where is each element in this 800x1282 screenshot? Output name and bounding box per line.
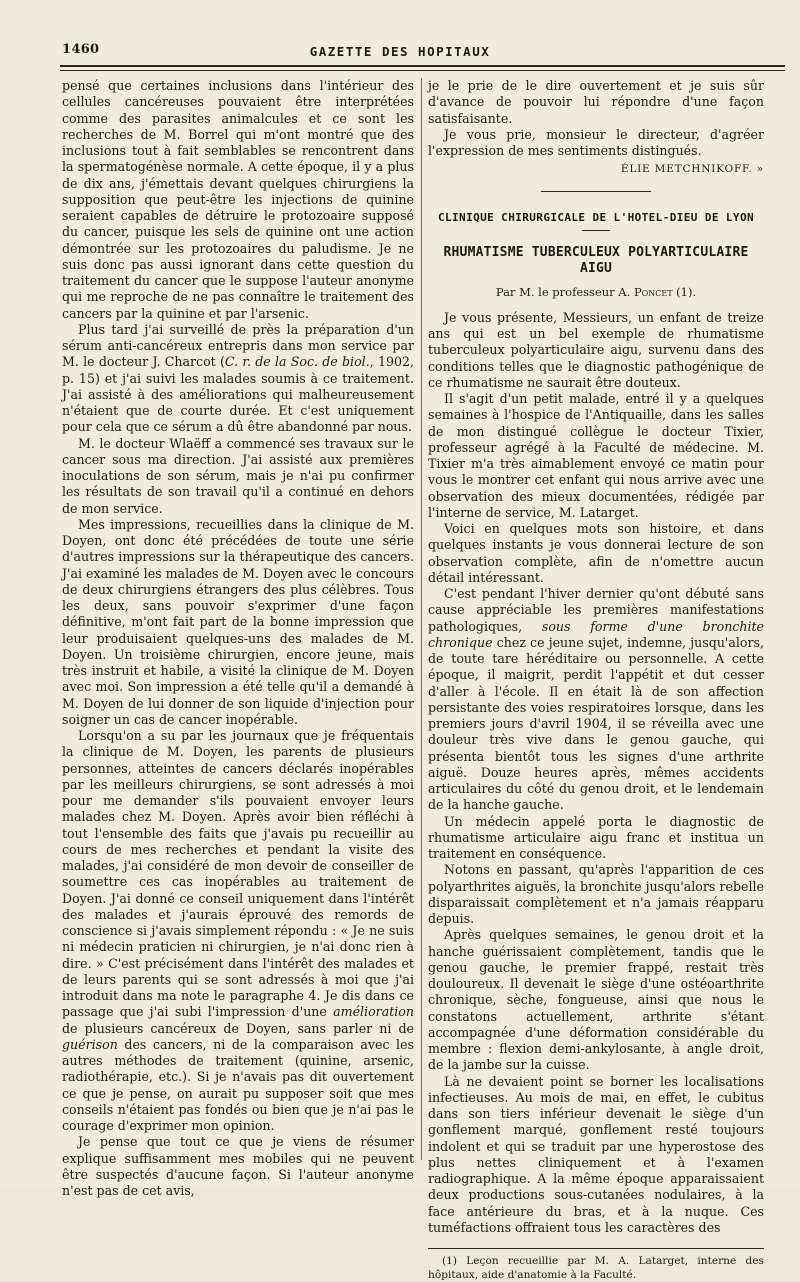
header-rule bbox=[60, 65, 785, 67]
left-column bbox=[62, 78, 414, 1199]
text-run: Mes impressions, recueillies dans la clinique de M. Doyen, ont donc été précédées de toute une série d'autres impressions sur la thérapeutique des cancers. J'ai examiné les malades de M. Doyen avec le concours de deux chirurgiens étrangers des plus célèbres. Tous les deux, sans pouvoir s'exprimer d'une façon définitive, m'ont fait part de la bonne impression que leur produisaient quelques-uns des malades de M. Doyen. Un troisième chirurgien, encore jeune, mais très instruit et habile, a visité la clinique de M. Doyen avec moi. Son impression a été telle qu'il a demandé à M. Doyen de lui donner de son liquide d'injection pour soigner un cas de cancer inopérable. bbox=[62, 516, 414, 727]
text-run: Je vous présente, Messieurs, un enfant de treize ans qui est un bel exemple de rhumatisme tuberculeux polyarticulaire aigu, survenu dans des conditions telles que le diagnostic pathogénique de ce rhumatisme ne saurait être douteux. bbox=[428, 309, 764, 390]
footnote: (1) Leçon recueillie par M. A. Latarget, interne des hôpitaux, aide d'anatomie à la Faculté. bbox=[428, 1255, 764, 1281]
article-title: RHUMATISME TUBERCULEUX POLYARTICULAIRE AIGU bbox=[443, 245, 749, 277]
paragraph bbox=[62, 322, 414, 436]
italic-text: sous forme d'une bronchite chronique bbox=[428, 618, 765, 650]
author-name: Poncet bbox=[633, 284, 673, 299]
text-run: Voici en quelques mots son histoire, et dans quelques instants je vous donnerai lecture de son observation complète, afin de n'omettre aucun détail intéressant. bbox=[428, 521, 764, 585]
paragraph bbox=[428, 521, 764, 586]
section-title: CLINIQUE CHIRURGICALE DE L'HOTEL-DIEU DE LYON bbox=[437, 210, 754, 224]
paragraph bbox=[428, 78, 764, 127]
author-suffix: (1). bbox=[672, 284, 697, 299]
article-body bbox=[428, 310, 764, 1236]
text-run: Notons en passant, qu'après l'apparition de ces polyarthrites aiguës, la bronchite jusqu'alors rebelle disparaissait complètement et n'a jamais réapparu depuis. bbox=[428, 862, 764, 926]
italic-text: guérison bbox=[62, 1036, 118, 1052]
paragraph bbox=[428, 586, 764, 814]
paragraph bbox=[428, 310, 764, 391]
italic-text: C. r. de la Soc. de biol. bbox=[224, 354, 370, 370]
column-divider bbox=[421, 78, 422, 1160]
text-run: pensé que certaines inclusions dans l'intérieur des cellules cancéreuses pouvaient être interprétées comme des parasites animalcules et ce sont les recherches de M. Borrel qui m'ont montré que des inclusions tout à fait semblables se rencontrent dans la spermatogénèse normale. A cette époque, il y a plus de dix ans, j'émettais devant quelques chirurgiens la supposition que peut-être les injections de quinine seraient capables de détruire le protozoaire supposé du cancer, puisque les sels de quinine ont une action démontrée sur les protozoaires du paludisme. Je ne suis donc pas aussi ignorant dans cette question du traitement du cancer que le suppose l'auteur anonyme qui me reproche de ne pas connaître le traitement des cancers par la quinine et par l'arsenic. bbox=[62, 78, 414, 321]
signature: ÉLIE METCHNIKOFF. » bbox=[620, 163, 764, 176]
article-author bbox=[428, 284, 764, 300]
paragraph bbox=[428, 1074, 764, 1237]
paragraph bbox=[428, 927, 764, 1073]
text-run: je le prie de le dire ouvertement et je suis sûr d'avance de pouvoir lui répondre d'une façon satisfaisante. bbox=[428, 78, 764, 126]
text-run: de plusieurs cancéreux de Doyen, sans parler ni de bbox=[62, 1020, 414, 1036]
right-column bbox=[428, 78, 764, 1282]
paragraph bbox=[62, 78, 414, 322]
section-ornament bbox=[428, 184, 764, 200]
paragraph bbox=[62, 517, 414, 728]
letter-closing bbox=[428, 78, 764, 159]
text-run: C'est pendant l'hiver dernier qu'ont débuté sans cause appréciable les premières manifestations pathologiques, bbox=[428, 586, 764, 634]
italic-text: amélioration bbox=[333, 1004, 414, 1020]
paragraph bbox=[62, 728, 414, 1134]
paragraph bbox=[428, 814, 764, 863]
text-run: chez ce jeune sujet, indemne, jusqu'alors, de toute tare héréditaire ou personnelle. A cette époque, il maigrit, perdit l'appétit et dut cesser d'aller à l'école. Il en était là de son affection persistante des voies respiratoires lorsque, dans les premiers jours d'avril 1904, il se réveilla avec une douleur très vive dans le genou gauche, qui présenta bientôt tous les signes d'une arthrite aiguë. Douze heures après, mêmes accidents articulaires du côté du genou droit, et le lendemain de la hanche gauche. bbox=[428, 634, 764, 813]
text-run: Je pense que tout ce que je viens de résumer explique suffisamment mes mobiles qui ne peuvent être suspectés d'aucune façon. Si l'auteur anonyme n'est pas de cet avis, bbox=[62, 1134, 414, 1198]
author-prefix: Par M. le professeur A. bbox=[495, 284, 634, 299]
short-rule bbox=[582, 230, 610, 231]
text-run: Je vous prie, monsieur le directeur, d'agréer l'expression de mes sentiments distingués. bbox=[428, 126, 764, 158]
text-run: , 1902, p. 15) et j'ai suivi les malades soumis à ce traitement. J'ai assisté à des améliorations qui malheureusement n'étaient que de courte durée. Et c'est uniquement pour cela que ce sérum a dû être abandonné par nous. bbox=[62, 354, 414, 435]
journal-title: GAZETTE DES HOPITAUX bbox=[309, 44, 491, 59]
paragraph bbox=[62, 1134, 414, 1199]
paragraph bbox=[62, 436, 414, 517]
text-run: Lorsqu'on a su par les journaux que je fréquentais la clinique de M. Doyen, les parents de plusieurs personnes, atteintes de cancers déclarés inopérables par les meilleurs chirurgiens, se sont adressés à moi pour me demander s'ils pouvaient envoyer leurs malades chez M. Doyen. Après avoir bien réfléchi à tout l'ensemble des faits que j'avais pu recueillir au cours de mes recherches et pendant la visite des malades, j'ai considéré de mon devoir de conseiller de soumettre ces cas inopérables au traitement de Doyen. J'ai donné ce conseil uniquement dans l'intérêt des malades et j'aurais éprouvé des remords de conscience si j'avais simplement répondu : « Je ne suis ni médecin praticien ni chirurgien, je n'ai donc rien à dire. » C'est précisément dans l'intérêt des malades et de leurs parents qui se sont adressés à moi que j'ai introduit dans ma note le paragraphe 4. Je dis dans ce passage que j'ai subi l'impression d'une bbox=[62, 728, 414, 1020]
text-run: Un médecin appelé porta le diagnostic de rhumatisme articulaire aigu franc et institua un traitement en conséquence. bbox=[428, 813, 764, 861]
paragraph bbox=[428, 127, 764, 160]
text-run: Il s'agit d'un petit malade, entré il y a quelques semaines à l'hospice de l'Antiquaille, dans les salles de mon distingué collègue le docteur Tixier, professeur agrégé à la Faculté de médecine. M. Tixier m'a très aimablement envoyé ce matin pour vous le montrer cet enfant qui nous arrive avec une observation des mieux documentées, rédigée par l'interne de service, M. Latarget. bbox=[428, 391, 764, 520]
paragraph bbox=[428, 391, 764, 521]
text-run: Après quelques semaines, le genou droit et la hanche guérissaient complètement, tandis que le genou gauche, le premier frappé, restait très douloureux. Il devenait le siège d'une ostéoarthrite chronique, sèche, fongueuse, ainsi que nous le constatons actuellement, arthrite s'étant accompagnée d'une déformation considérable du membre : flexion demi-ankylosante, à angle droit, de la jambe sur la cuisse. bbox=[428, 927, 764, 1073]
page-header bbox=[0, 38, 800, 62]
paragraph bbox=[428, 862, 764, 927]
text-run: M. le docteur Wlaëff a commencé ses travaux sur le cancer sous ma direction. J'ai assisté aux premières inoculations de son sérum, mais je n'ai pu confirmer les résultats de son travail qu'il a continué en dehors de mon service. bbox=[62, 435, 414, 516]
text-run: Plus tard j'ai surveillé de près la préparation d'un sérum anti-cancéreux entrepris dans mon service par M. le docteur J. Charcot ( bbox=[62, 321, 414, 370]
text-run: des cancers, ni de la comparaison avec les autres méthodes de traitement (quinine, arsenic, radiothérapie, etc.). Si je n'avais pas dit ouvertement ce que je pense, on aurait pu supposer soit que mes conseils n'étaient pas fondés ou bien que je n'ai pas le courage d'exprimer mon opinion. bbox=[62, 1036, 414, 1133]
header-rule-thin bbox=[60, 70, 785, 71]
page-number: 1460 bbox=[62, 42, 100, 57]
footnote-rule bbox=[428, 1248, 764, 1249]
text-run: Là ne devaient point se borner les localisations infectieuses. Au mois de mai, en effet, le cubitus dans son tiers inférieur devenait le siège d'un gonflement marqué, gonflement resté toujours indolent et qui se traduit par une hyperostose des plus nettes cliniquement et à l'examen radiographique. A la même époque apparaissaient deux productions sous-cutanées nodulaires, à la face antérieure du bras, et à la nuque. Ces tuméfactions offraient tous les caractères des bbox=[428, 1073, 764, 1235]
